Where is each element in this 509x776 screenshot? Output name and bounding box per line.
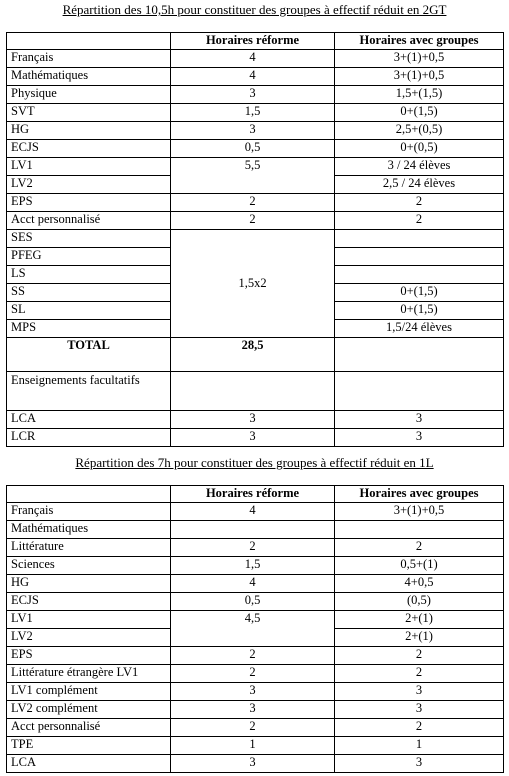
groupes-cell: 3	[335, 701, 504, 719]
groupes-cell: 3+(1)+0,5	[335, 503, 504, 521]
subject-cell: SL	[7, 302, 171, 320]
reforme-cell: 3	[171, 755, 335, 773]
groupes-cell: 2	[335, 647, 504, 665]
reforme-cell: 2	[171, 647, 335, 665]
groupes-cell: 2	[335, 212, 504, 230]
subject-cell: LCA	[7, 411, 171, 429]
groupes-cell: 1,5+(1,5)	[335, 86, 504, 104]
subject-cell: Mathématiques	[7, 68, 171, 86]
header-horaires-groupes: Horaires avec groupes	[335, 33, 504, 50]
subject-cell: Acct personnalisé	[7, 212, 171, 230]
groupes-cell: 3	[335, 683, 504, 701]
reforme-cell: 3	[171, 701, 335, 719]
subject-cell: EPS	[7, 194, 171, 212]
table-row	[7, 194, 504, 212]
groupes-cell: 2+(1)	[335, 611, 504, 629]
subject-cell: LV2	[7, 176, 171, 194]
subject-cell: Littérature	[7, 539, 171, 557]
subject-cell: HG	[7, 575, 171, 593]
groupes-cell: 2,5 / 24 élèves	[335, 176, 504, 194]
table-row	[7, 86, 504, 104]
header-empty-cell	[7, 486, 171, 503]
subject-cell: TPE	[7, 737, 171, 755]
reforme-cell: 0,5	[171, 140, 335, 158]
groupes-cell: 0+(1,5)	[335, 302, 504, 320]
table-1l	[6, 485, 504, 773]
table-row	[7, 104, 504, 122]
reforme-cell: 1,5	[171, 557, 335, 575]
groupes-cell	[335, 230, 504, 248]
table-row	[7, 158, 504, 176]
total-label: TOTAL	[7, 338, 171, 372]
total-row	[7, 338, 504, 372]
reforme-cell: 2	[171, 212, 335, 230]
table1-title: Répartition des 10,5h pour constituer des groupes à effectif réduit en 2GT	[62, 2, 447, 17]
table-row	[7, 755, 504, 773]
groupes-cell: 2	[335, 539, 504, 557]
table2-title: Répartition des 7h pour constituer des groupes à effectif réduit en 1L	[75, 455, 434, 470]
subject-cell: Littérature étrangère LV1	[7, 665, 171, 683]
subject-cell: LV2	[7, 629, 171, 647]
reforme-cell: 4,5	[171, 611, 335, 647]
subject-cell: Sciences	[7, 557, 171, 575]
subject-cell: Acct personnalisé	[7, 719, 171, 737]
reforme-cell: 4	[171, 50, 335, 68]
groupes-cell: 1,5/24 élèves	[335, 320, 504, 338]
table-header-row	[7, 33, 504, 50]
groupes-cell: 3+(1)+0,5	[335, 68, 504, 86]
groupes-cell: 2	[335, 719, 504, 737]
header-horaires-groupes: Horaires avec groupes	[335, 486, 504, 503]
subject-cell: EPS	[7, 647, 171, 665]
subject-cell: SVT	[7, 104, 171, 122]
groupes-cell: 0+(0,5)	[335, 140, 504, 158]
groupes-cell: 2	[335, 194, 504, 212]
table-row	[7, 593, 504, 611]
subject-cell: SES	[7, 230, 171, 248]
subject-cell: MPS	[7, 320, 171, 338]
reforme-cell: 3	[171, 86, 335, 104]
groupes-cell: 0+(1,5)	[335, 104, 504, 122]
groupes-cell: 2,5+(0,5)	[335, 122, 504, 140]
table-row	[7, 719, 504, 737]
reforme-cell: 4	[171, 68, 335, 86]
table-row	[7, 212, 504, 230]
table-row	[7, 557, 504, 575]
subject-cell: Français	[7, 50, 171, 68]
header-horaires-reforme: Horaires réforme	[171, 33, 335, 50]
groupes-cell: 3 / 24 élèves	[335, 158, 504, 176]
table-row	[7, 521, 504, 539]
groupes-cell	[335, 521, 504, 539]
groupes-cell: 0,5+(1)	[335, 557, 504, 575]
table-row	[7, 503, 504, 521]
groupes-cell: 0+(1,5)	[335, 284, 504, 302]
subject-cell: LCA	[7, 755, 171, 773]
reforme-cell	[171, 521, 335, 539]
enseignements-row	[7, 372, 504, 411]
groupes-cell: 4+0,5	[335, 575, 504, 593]
table-row	[7, 575, 504, 593]
reforme-cell: 3	[171, 411, 335, 429]
groupes-cell: 1	[335, 737, 504, 755]
enseignements-reforme-cell	[171, 372, 335, 411]
subject-cell: HG	[7, 122, 171, 140]
table-row	[7, 68, 504, 86]
reforme-cell: 4	[171, 575, 335, 593]
reforme-cell: 5,5	[171, 158, 335, 194]
table-row	[7, 539, 504, 557]
table-row	[7, 230, 504, 248]
reforme-merged-cell: 1,5x2	[171, 230, 335, 338]
header-empty-cell	[7, 33, 171, 50]
table-2gt	[6, 32, 504, 447]
reforme-cell: 2	[171, 719, 335, 737]
subject-cell: LV1 complément	[7, 683, 171, 701]
enseignements-label: Enseignements facultatifs	[7, 372, 171, 411]
reforme-cell: 1,5	[171, 104, 335, 122]
groupes-cell: 2+(1)	[335, 629, 504, 647]
table-row	[7, 411, 504, 429]
reforme-cell: 2	[171, 194, 335, 212]
groupes-cell: (0,5)	[335, 593, 504, 611]
groupes-cell: 2	[335, 665, 504, 683]
reforme-cell: 2	[171, 665, 335, 683]
table-row	[7, 647, 504, 665]
table-row	[7, 429, 504, 447]
subject-cell: ECJS	[7, 593, 171, 611]
table-row	[7, 737, 504, 755]
table-row	[7, 122, 504, 140]
reforme-cell: 2	[171, 539, 335, 557]
groupes-cell: 3	[335, 755, 504, 773]
table-row	[7, 611, 504, 629]
total-value: 28,5	[171, 338, 335, 372]
subject-cell: ECJS	[7, 140, 171, 158]
groupes-cell: 3+(1)+0,5	[335, 50, 504, 68]
subject-cell: PFEG	[7, 248, 171, 266]
table-row	[7, 665, 504, 683]
table-row	[7, 683, 504, 701]
groupes-cell	[335, 248, 504, 266]
groupes-cell: 3	[335, 429, 504, 447]
subject-cell: Physique	[7, 86, 171, 104]
groupes-cell: 3	[335, 411, 504, 429]
subject-cell: LV2 complément	[7, 701, 171, 719]
reforme-cell: 1	[171, 737, 335, 755]
subject-cell: SS	[7, 284, 171, 302]
subject-cell: LS	[7, 266, 171, 284]
subject-cell: LV1	[7, 158, 171, 176]
reforme-cell: 0,5	[171, 593, 335, 611]
subject-cell: LCR	[7, 429, 171, 447]
header-horaires-reforme: Horaires réforme	[171, 486, 335, 503]
subject-cell: Mathématiques	[7, 521, 171, 539]
subject-cell: LV1	[7, 611, 171, 629]
table-header-row	[7, 486, 504, 503]
reforme-cell: 4	[171, 503, 335, 521]
table-row	[7, 50, 504, 68]
groupes-cell	[335, 266, 504, 284]
subject-cell: Français	[7, 503, 171, 521]
enseignements-groupes-cell	[335, 372, 504, 411]
reforme-cell: 3	[171, 122, 335, 140]
reforme-cell: 3	[171, 429, 335, 447]
table-row	[7, 140, 504, 158]
reforme-cell: 3	[171, 683, 335, 701]
total-groupes-cell	[335, 338, 504, 372]
table-row	[7, 701, 504, 719]
